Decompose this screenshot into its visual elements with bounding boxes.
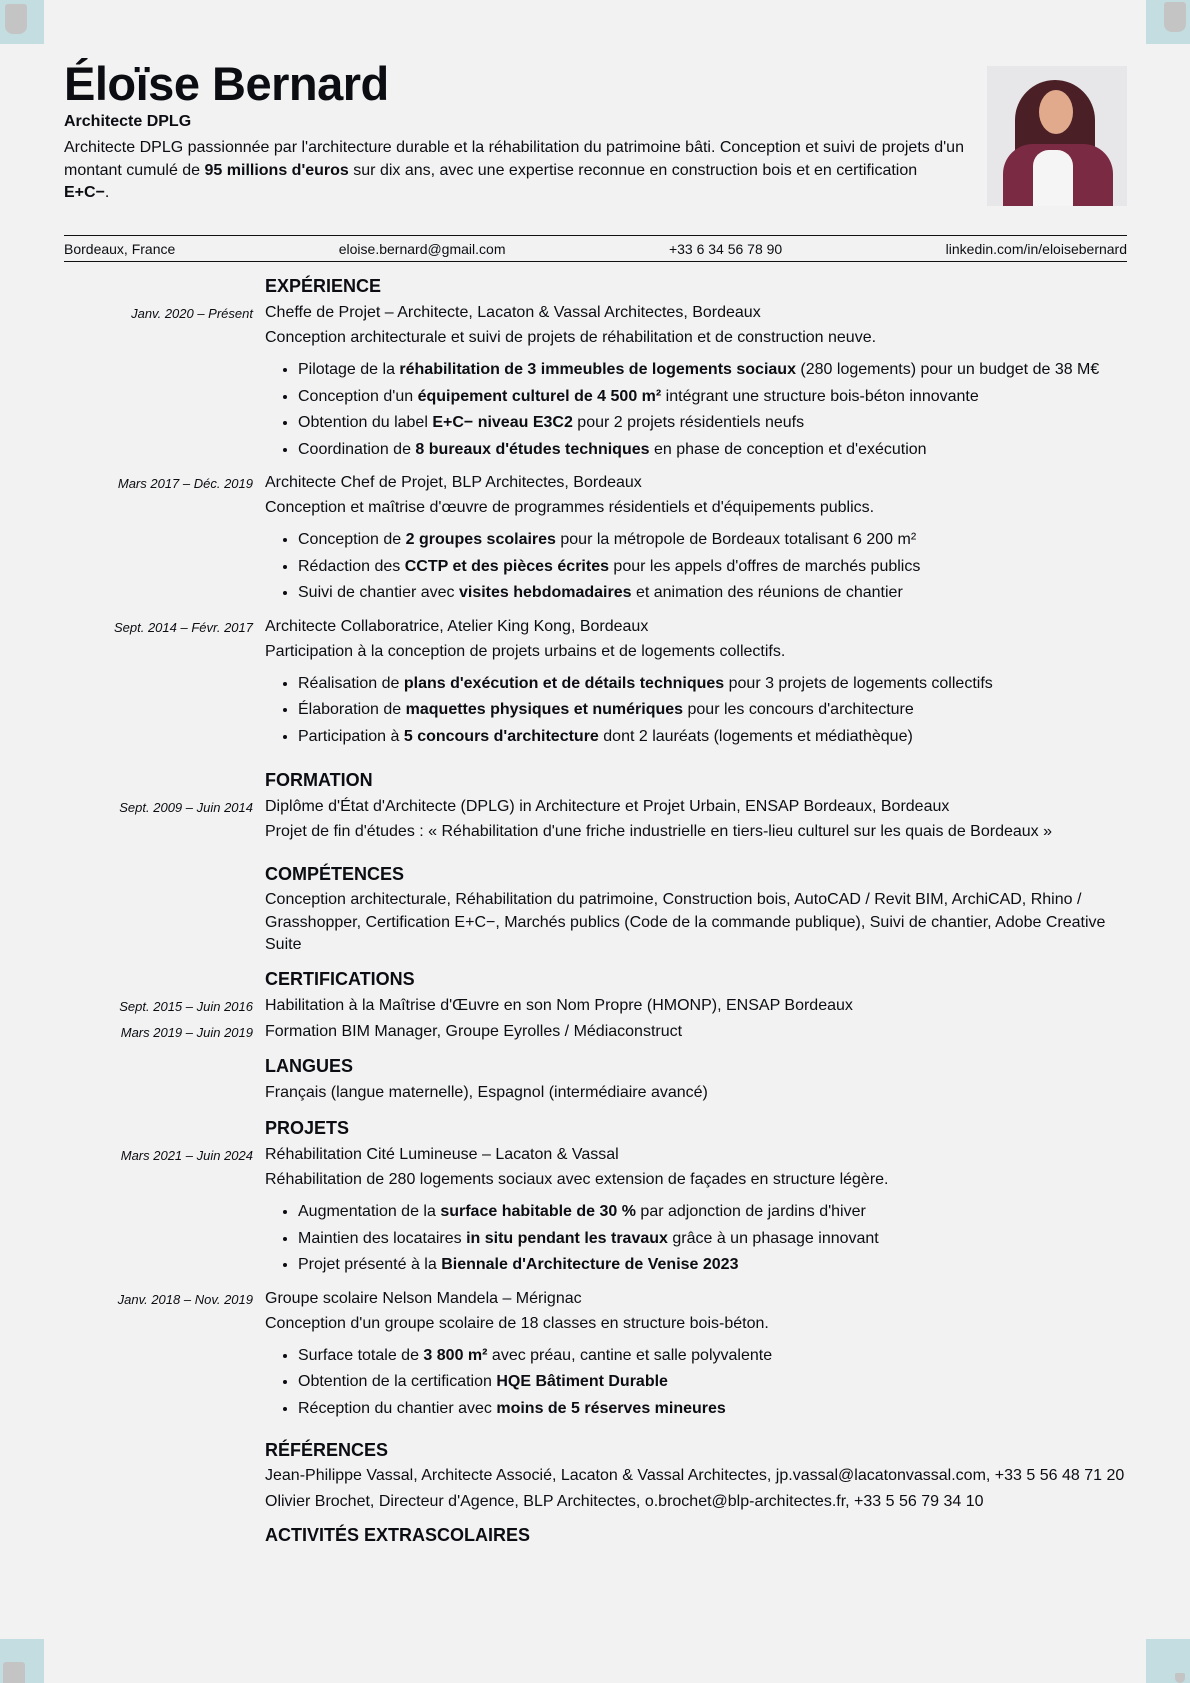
- entry-heading: Architecte Chef de Projet, BLP Architectes, Bordeaux: [265, 474, 642, 491]
- entry-date: Mars 2019 – Juin 2019: [120, 1024, 253, 1040]
- list-item: • Participation à 5 concours d'architecture dont 2 lauréats (logements et médiathèque): [298, 724, 1127, 751]
- entry-date: Mars 2017 – Déc. 2019: [117, 476, 253, 491]
- list-item: • Pilotage de la réhabilitation de 3 immeubles de logements sociaux (280 logements) pour un budget de 38 M€: [298, 357, 1127, 384]
- summary-highlight: 95 millions d'euros: [204, 161, 349, 179]
- summary-text: .: [104, 184, 110, 201]
- list-item: • Réception du chantier avec moins de 5 réserves mineures: [298, 1396, 1127, 1423]
- entry-description: Participation à la conception de projets urbains et de logements collectifs.: [265, 642, 786, 660]
- list-item: • Surface totale de 3 800 m² avec préau, cantine et salle polyvalente: [298, 1343, 1127, 1370]
- section-title: PROJETS: [265, 1118, 350, 1138]
- list-item: • Rédaction des CCTP et des pièces écrites pour les appels d'offres de marchés publics: [298, 554, 1127, 581]
- list-item: • Obtention de la certification HQE Bâtiment Durable: [298, 1369, 1127, 1396]
- education-entry: [119, 794, 1127, 844]
- contact-phone[interactable]: +33 6 34 56 78 90: [668, 241, 783, 257]
- bullet-list: [265, 1343, 1127, 1423]
- project-entry: [117, 1286, 1127, 1423]
- entry-heading: Réhabilitation Cité Lumineuse – Lacaton & Vassal: [265, 1146, 619, 1163]
- entry-heading: Habilitation à la Maîtrise d'Œuvre en son Nom Propre (HMONP), ENSAP Bordeaux: [265, 996, 853, 1014]
- entry-description: Conception architecturale et suivi de projets de réhabilitation et de construction neuve.: [265, 329, 877, 346]
- entry-date: Sept. 2009 – Juin 2014: [119, 800, 253, 815]
- experience-entry: [113, 614, 1127, 751]
- section-title: ACTIVITÉS EXTRASCOLAIRES: [265, 1525, 531, 1545]
- corner-decoration: [1146, 0, 1190, 44]
- profile-photo: [987, 66, 1127, 206]
- section-title: LANGUES: [265, 1055, 354, 1076]
- entry-heading: Architecte Collaboratrice, Atelier King Kong, Bordeaux: [265, 617, 649, 635]
- contact-linkedin[interactable]: linkedin.com/in/eloisebernard: [945, 241, 1127, 257]
- resume-page: [64, 50, 1127, 1547]
- section-education: [119, 768, 1127, 844]
- candidate-role: Architecte DPLG: [64, 113, 192, 130]
- section-title: FORMATION: [265, 770, 373, 790]
- resume-header: [64, 57, 1127, 235]
- skills-text: Conception architecturale, Réhabilitation du patrimoine, Construction bois, AutoCAD / Revit BIM, ArchiCAD, Rhino / Grasshopper, Certification E+C−, Marchés publics (Code de la commande publique), Suivi de chantier, Adobe Creative Suite: [265, 891, 1106, 953]
- section-title: RÉFÉRENCES: [265, 1440, 389, 1460]
- entry-description: Projet de fin d'études : « Réhabilitation d'une friche industrielle en tiers-lieu culturel sur les quais de Bordeaux »: [265, 823, 1053, 840]
- section-skills: [265, 862, 1127, 957]
- list-item: • Obtention du label E+C− niveau E3C2 pour 2 projets résidentiels neufs: [298, 410, 1127, 437]
- entry-heading: Cheffe de Projet – Architecte, Lacaton & Vassal Architectes, Bordeaux: [265, 304, 761, 321]
- corner-decoration: [1146, 1639, 1190, 1683]
- section-experience: [113, 274, 1127, 750]
- list-item: • Coordination de 8 bureaux d'études techniques en phase de conception et d'exécution: [298, 437, 1127, 464]
- section-title: CERTIFICATIONS: [265, 968, 415, 989]
- summary-text: Architecte DPLG passionnée par l'architecture durable et la réhabilitation du patrimoine bâti. Conception et suivi de projets d'un montant cumulé de: [64, 139, 964, 179]
- list-item: • Suivi de chantier avec visites hebdomadaires et animation des réunions de chantier: [298, 580, 1127, 607]
- list-item: • Conception d'un équipement culturel de 4 500 m² intégrant une structure bois-béton innovante: [298, 384, 1127, 411]
- list-item: • Conception de 2 groupes scolaires pour la métropole de Bordeaux totalisant 6 200 m²: [298, 527, 1127, 554]
- section-projects: [117, 1116, 1127, 1422]
- corner-decoration: [0, 0, 44, 44]
- candidate-name: Éloïse Bernard: [64, 57, 389, 110]
- reference-item: Jean-Philippe Vassal, Architecte Associé, Lacaton & Vassal Architectes, jp.vassal@lacatonvassal.com, +33 5 56 48 71 20: [265, 1467, 1125, 1484]
- section-references: [265, 1438, 1127, 1513]
- list-item: • Réalisation de plans d'exécution et de détails techniques pour 3 projets de logements collectifs: [298, 671, 1127, 698]
- entry-description: Conception d'un groupe scolaire de 18 classes en structure bois-béton.: [265, 1314, 769, 1332]
- corner-decoration: [0, 1639, 44, 1683]
- list-item: • Projet présenté à la Biennale d'Architecture de Venise 2023: [298, 1252, 1127, 1279]
- entry-date: Sept. 2014 – Févr. 2017: [113, 619, 253, 635]
- certification-entry: [119, 993, 1127, 1018]
- entry-heading: Groupe scolaire Nelson Mandela – Mérignac: [265, 1289, 582, 1307]
- list-item: • Augmentation de la surface habitable de 30 % par adjonction de jardins d'hiver: [298, 1199, 1127, 1226]
- contact-email[interactable]: eloise.bernard@gmail.com: [338, 241, 506, 257]
- bullet-list: [265, 671, 1127, 751]
- section-certifications: [119, 967, 1127, 1044]
- entry-date: Janv. 2020 – Présent: [131, 306, 253, 321]
- certification-entry: [120, 1019, 1127, 1044]
- list-item: • Maintien des locataires in situ pendant les travaux grâce à un phasage innovant: [298, 1226, 1127, 1253]
- contact-location: Bordeaux, France: [64, 241, 176, 257]
- entry-date: Sept. 2015 – Juin 2016: [119, 998, 253, 1014]
- entry-date: Janv. 2018 – Nov. 2019: [117, 1291, 253, 1307]
- section-activities: [265, 1523, 1127, 1547]
- section-languages: [265, 1054, 1127, 1105]
- list-item: • Élaboration de maquettes physiques et numériques pour les concours d'architecture: [298, 697, 1127, 724]
- bullet-list: [265, 527, 1127, 607]
- summary-highlight: E+C−: [64, 184, 105, 201]
- entry-heading: Formation BIM Manager, Groupe Eyrolles / Médiaconstruct: [265, 1022, 683, 1040]
- section-title: EXPÉRIENCE: [265, 276, 382, 296]
- entry-date: Mars 2021 – Juin 2024: [120, 1148, 253, 1163]
- entry-heading: Diplôme d'État d'Architecte (DPLG) in Architecture et Projet Urbain, ENSAP Bordeaux, Bordeaux: [265, 798, 950, 815]
- experience-entry: [131, 300, 1127, 463]
- bullet-list: [265, 357, 1127, 463]
- entry-description: Conception et maîtrise d'œuvre de programmes résidentiels et d'équipements publics.: [265, 499, 875, 516]
- bullet-list: [265, 1199, 1127, 1279]
- section-title: COMPÉTENCES: [265, 864, 405, 884]
- experience-entry: [117, 470, 1127, 607]
- contact-bar: [64, 235, 1127, 262]
- summary: [64, 137, 964, 205]
- reference-item: Olivier Brochet, Directeur d'Agence, BLP Architectes, o.brochet@blp-architectes.fr, +33 5 56 79 34 10: [265, 1492, 984, 1510]
- summary-text: sur dix ans, avec une expertise reconnue en construction bois et en certification: [348, 161, 918, 179]
- languages-text: Français (langue maternelle), Espagnol (intermédiaire avancé): [265, 1083, 708, 1101]
- project-entry: [120, 1142, 1127, 1279]
- entry-description: Réhabilitation de 280 logements sociaux avec extension de façades en structure légère.: [265, 1171, 889, 1188]
